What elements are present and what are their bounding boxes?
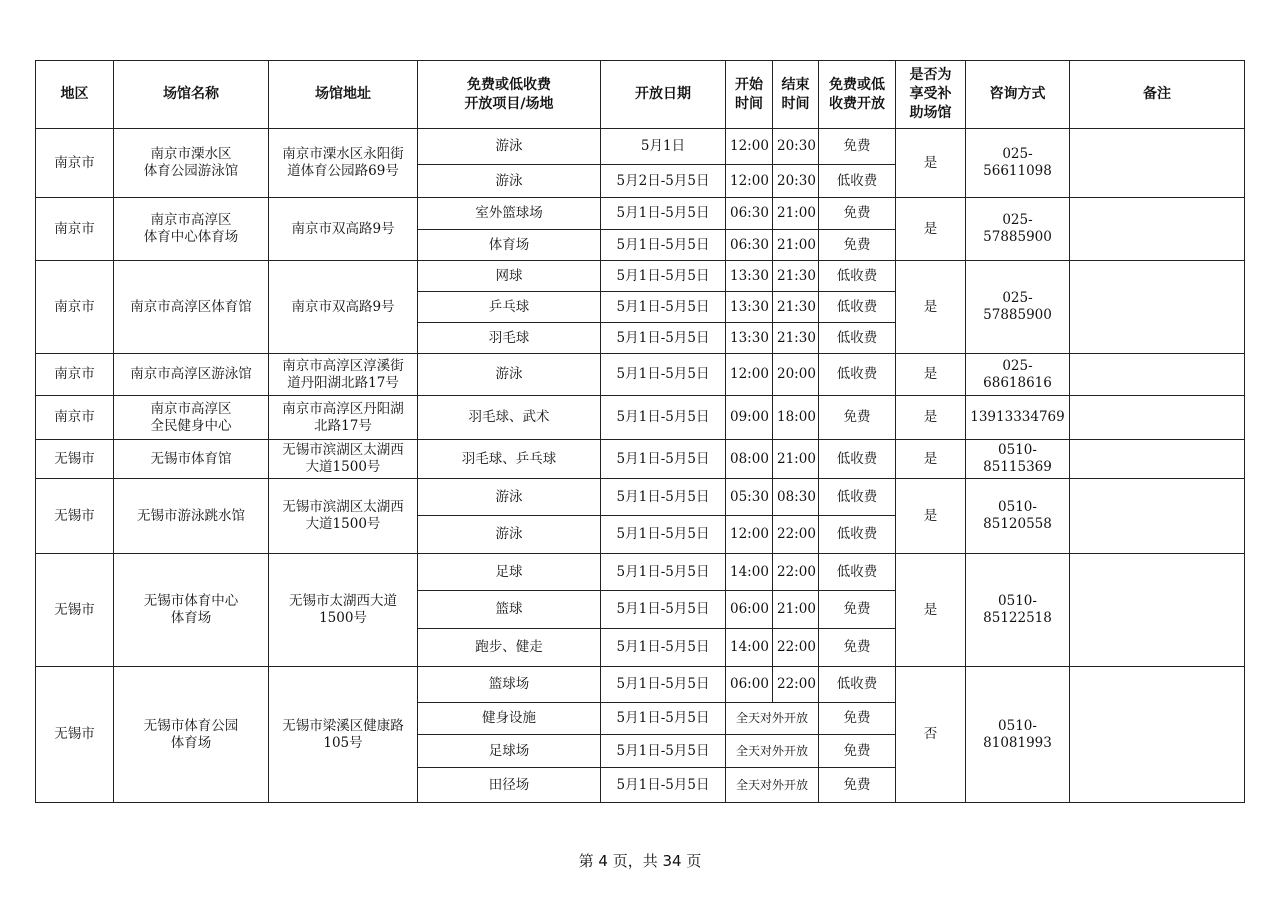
item-cell: 游泳 <box>418 516 601 554</box>
end-time-cell: 21:00 <box>773 230 819 261</box>
date-cell: 5月1日-5月5日 <box>601 261 726 292</box>
table-row <box>36 667 1245 703</box>
date-cell: 5月2日-5月5日 <box>601 165 726 198</box>
date-cell: 5月1日-5月5日 <box>601 396 726 440</box>
date-cell: 5月1日-5月5日 <box>601 629 726 667</box>
remark-cell <box>1070 354 1245 396</box>
table-row <box>36 354 1245 396</box>
end-time-cell: 21:30 <box>773 292 819 323</box>
table-row <box>36 554 1245 591</box>
table-row <box>36 396 1245 440</box>
item-cell: 游泳 <box>418 479 601 516</box>
item-cell: 足球场 <box>418 735 601 768</box>
item-cell: 跑步、健走 <box>418 629 601 667</box>
date-cell: 5月1日-5月5日 <box>601 198 726 230</box>
remark-cell <box>1070 261 1245 354</box>
subsidy-cell: 是 <box>896 198 966 261</box>
start-time-cell: 06:30 <box>726 198 773 230</box>
fee-type-cell: 低收费 <box>819 479 896 516</box>
open-time-cell: 全天对外开放 <box>726 768 819 803</box>
remark-cell <box>1070 479 1245 554</box>
start-time-cell: 13:30 <box>726 261 773 292</box>
subsidy-cell: 是 <box>896 354 966 396</box>
region-cell: 无锡市 <box>36 440 114 479</box>
item-cell: 健身设施 <box>418 703 601 735</box>
date-cell: 5月1日 <box>601 129 726 165</box>
date-cell: 5月1日-5月5日 <box>601 768 726 803</box>
item-cell: 篮球 <box>418 591 601 629</box>
venue-address-cell: 无锡市滨湖区太湖西 大道1500号 <box>269 440 418 479</box>
item-cell: 体育场 <box>418 230 601 261</box>
venue-address-cell: 南京市高淳区丹阳湖 北路17号 <box>269 396 418 440</box>
fee-type-cell: 免费 <box>819 703 896 735</box>
item-cell: 乒乓球 <box>418 292 601 323</box>
table-row <box>36 261 1245 292</box>
date-cell: 5月1日-5月5日 <box>601 479 726 516</box>
venue-name-cell: 无锡市体育馆 <box>114 440 269 479</box>
subsidy-cell: 是 <box>896 396 966 440</box>
date-cell: 5月1日-5月5日 <box>601 516 726 554</box>
region-cell: 南京市 <box>36 129 114 198</box>
venue-address-cell: 南京市双高路9号 <box>269 198 418 261</box>
item-cell: 羽毛球、武术 <box>418 396 601 440</box>
date-cell: 5月1日-5月5日 <box>601 591 726 629</box>
fee-type-cell: 低收费 <box>819 354 896 396</box>
contact-cell: 0510-81081993 <box>966 667 1070 803</box>
venue-address-cell: 南京市双高路9号 <box>269 261 418 354</box>
end-time-cell: 21:30 <box>773 323 819 354</box>
end-time-cell: 20:00 <box>773 354 819 396</box>
contact-cell: 025-57885900 <box>966 198 1070 261</box>
start-time-cell: 05:30 <box>726 479 773 516</box>
date-cell: 5月1日-5月5日 <box>601 440 726 479</box>
venue-name-cell: 无锡市游泳跳水馆 <box>114 479 269 554</box>
table-row <box>36 129 1245 165</box>
date-cell: 5月1日-5月5日 <box>601 667 726 703</box>
fee-type-cell: 低收费 <box>819 165 896 198</box>
subsidy-cell: 是 <box>896 479 966 554</box>
end-time-cell: 22:00 <box>773 629 819 667</box>
header-start: 开始 时间 <box>726 61 773 129</box>
item-cell: 足球 <box>418 554 601 591</box>
start-time-cell: 12:00 <box>726 516 773 554</box>
remark-cell <box>1070 396 1245 440</box>
item-cell: 游泳 <box>418 165 601 198</box>
fee-type-cell: 低收费 <box>819 292 896 323</box>
end-time-cell: 22:00 <box>773 554 819 591</box>
fee-type-cell: 免费 <box>819 230 896 261</box>
venue-name-cell: 南京市高淳区 体育中心体育场 <box>114 198 269 261</box>
start-time-cell: 12:00 <box>726 354 773 396</box>
venue-address-cell: 无锡市梁溪区健康路 105号 <box>269 667 418 803</box>
open-time-cell: 全天对外开放 <box>726 703 819 735</box>
subsidy-cell: 否 <box>896 667 966 803</box>
fee-type-cell: 免费 <box>819 129 896 165</box>
header-address: 场馆地址 <box>269 61 418 129</box>
date-cell: 5月1日-5月5日 <box>601 703 726 735</box>
item-cell: 室外篮球场 <box>418 198 601 230</box>
open-time-cell: 全天对外开放 <box>726 735 819 768</box>
end-time-cell: 21:00 <box>773 591 819 629</box>
end-time-cell: 22:00 <box>773 516 819 554</box>
fee-type-cell: 低收费 <box>819 516 896 554</box>
subsidy-cell: 是 <box>896 554 966 667</box>
fee-type-cell: 免费 <box>819 198 896 230</box>
subsidy-cell: 是 <box>896 129 966 198</box>
date-cell: 5月1日-5月5日 <box>601 230 726 261</box>
remark-cell <box>1070 129 1245 198</box>
contact-cell: 13913334769 <box>966 396 1070 440</box>
end-time-cell: 20:30 <box>773 165 819 198</box>
contact-cell: 0510-85115369 <box>966 440 1070 479</box>
start-time-cell: 13:30 <box>726 292 773 323</box>
table-row <box>36 479 1245 516</box>
date-cell: 5月1日-5月5日 <box>601 735 726 768</box>
region-cell: 南京市 <box>36 198 114 261</box>
end-time-cell: 18:00 <box>773 396 819 440</box>
end-time-cell: 21:00 <box>773 440 819 479</box>
fee-type-cell: 低收费 <box>819 261 896 292</box>
contact-cell: 0510-85122518 <box>966 554 1070 667</box>
header-item: 免费或低收费 开放项目/场地 <box>418 61 601 129</box>
end-time-cell: 21:00 <box>773 198 819 230</box>
table-header <box>36 61 1245 129</box>
end-time-cell: 08:30 <box>773 479 819 516</box>
region-cell: 无锡市 <box>36 667 114 803</box>
fee-type-cell: 低收费 <box>819 667 896 703</box>
region-cell: 南京市 <box>36 261 114 354</box>
remark-cell <box>1070 554 1245 667</box>
region-cell: 无锡市 <box>36 554 114 667</box>
start-time-cell: 13:30 <box>726 323 773 354</box>
header-date: 开放日期 <box>601 61 726 129</box>
table-row <box>36 440 1245 479</box>
fee-type-cell: 低收费 <box>819 554 896 591</box>
start-time-cell: 06:30 <box>726 230 773 261</box>
header-venue: 场馆名称 <box>114 61 269 129</box>
fee-type-cell: 免费 <box>819 591 896 629</box>
date-cell: 5月1日-5月5日 <box>601 354 726 396</box>
start-time-cell: 14:00 <box>726 554 773 591</box>
subsidy-cell: 是 <box>896 261 966 354</box>
item-cell: 游泳 <box>418 129 601 165</box>
venue-name-cell: 南京市高淳区游泳馆 <box>114 354 269 396</box>
start-time-cell: 14:00 <box>726 629 773 667</box>
remark-cell <box>1070 667 1245 803</box>
remark-cell <box>1070 440 1245 479</box>
start-time-cell: 06:00 <box>726 667 773 703</box>
venue-address-cell: 南京市溧水区永阳街 道体育公园路69号 <box>269 129 418 198</box>
venue-address-cell: 无锡市太湖西大道 1500号 <box>269 554 418 667</box>
start-time-cell: 09:00 <box>726 396 773 440</box>
venue-address-cell: 南京市高淳区淳溪街 道丹阳湖北路17号 <box>269 354 418 396</box>
remark-cell <box>1070 198 1245 261</box>
venue-name-cell: 南京市高淳区 全民健身中心 <box>114 396 269 440</box>
contact-cell: 025-68618616 <box>966 354 1070 396</box>
start-time-cell: 06:00 <box>726 591 773 629</box>
item-cell: 羽毛球、乒乓球 <box>418 440 601 479</box>
fee-type-cell: 低收费 <box>819 323 896 354</box>
header-region: 地区 <box>36 61 114 129</box>
fee-type-cell: 免费 <box>819 735 896 768</box>
venue-name-cell: 南京市高淳区体育馆 <box>114 261 269 354</box>
venue-name-cell: 无锡市体育中心 体育场 <box>114 554 269 667</box>
end-time-cell: 21:30 <box>773 261 819 292</box>
region-cell: 无锡市 <box>36 479 114 554</box>
schedule-table <box>35 60 1245 803</box>
region-cell: 南京市 <box>36 396 114 440</box>
item-cell: 田径场 <box>418 768 601 803</box>
region-cell: 南京市 <box>36 354 114 396</box>
header-fee: 免费或低 收费开放 <box>819 61 896 129</box>
start-time-cell: 08:00 <box>726 440 773 479</box>
item-cell: 游泳 <box>418 354 601 396</box>
fee-type-cell: 低收费 <box>819 440 896 479</box>
date-cell: 5月1日-5月5日 <box>601 554 726 591</box>
start-time-cell: 12:00 <box>726 165 773 198</box>
fee-type-cell: 免费 <box>819 629 896 667</box>
item-cell: 羽毛球 <box>418 323 601 354</box>
table-row <box>36 198 1245 230</box>
item-cell: 篮球场 <box>418 667 601 703</box>
end-time-cell: 20:30 <box>773 129 819 165</box>
date-cell: 5月1日-5月5日 <box>601 323 726 354</box>
date-cell: 5月1日-5月5日 <box>601 292 726 323</box>
contact-cell: 025-57885900 <box>966 261 1070 354</box>
start-time-cell: 12:00 <box>726 129 773 165</box>
venue-name-cell: 无锡市体育公园 体育场 <box>114 667 269 803</box>
end-time-cell: 22:00 <box>773 667 819 703</box>
subsidy-cell: 是 <box>896 440 966 479</box>
fee-type-cell: 免费 <box>819 396 896 440</box>
header-subsidy: 是否为 享受补 助场馆 <box>896 61 966 129</box>
header-contact: 咨询方式 <box>966 61 1070 129</box>
table-body <box>36 129 1245 803</box>
venue-name-cell: 南京市溧水区 体育公园游泳馆 <box>114 129 269 198</box>
fee-type-cell: 免费 <box>819 768 896 803</box>
contact-cell: 025-56611098 <box>966 129 1070 198</box>
item-cell: 网球 <box>418 261 601 292</box>
header-end: 结束 时间 <box>773 61 819 129</box>
page-number: 第 4 页，共 34 页 <box>578 852 702 870</box>
header-remark: 备注 <box>1070 61 1245 129</box>
venue-address-cell: 无锡市滨湖区太湖西 大道1500号 <box>269 479 418 554</box>
contact-cell: 0510-85120558 <box>966 479 1070 554</box>
